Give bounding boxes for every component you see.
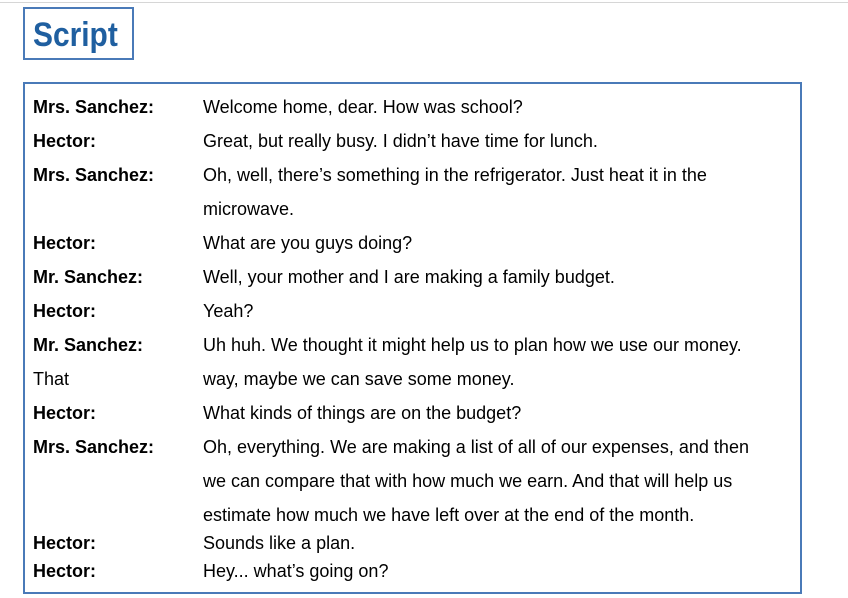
speaker-label: Hector:: [33, 533, 97, 553]
dialogue-text: Hey... what’s going on?: [203, 561, 389, 581]
script-line: [25, 265, 800, 289]
page-title: Script: [33, 16, 118, 54]
speaker-label: Mrs. Sanchez:: [33, 437, 155, 457]
speaker-label: Hector:: [33, 561, 97, 581]
script-line: [25, 435, 800, 459]
dialogue-text: Well, your mother and I are making a family budget.: [203, 267, 615, 287]
dialogue-text: Sounds like a plan.: [203, 533, 356, 553]
speaker-label: Mr. Sanchez:: [33, 335, 144, 355]
script-line: [25, 231, 800, 255]
speaker-label: Hector:: [33, 301, 97, 321]
continuation-label: That: [33, 369, 70, 389]
script-line: [25, 367, 800, 391]
dialogue-text: What are you guys doing?: [203, 233, 413, 253]
script-line: [25, 401, 800, 425]
speaker-label: Mr. Sanchez:: [33, 267, 144, 287]
script-line: [25, 333, 800, 357]
speaker-label: Hector:: [33, 403, 97, 423]
dialogue-text: way, maybe we can save some money.: [203, 369, 515, 389]
speaker-label: Hector:: [33, 233, 97, 253]
script-line: [25, 163, 800, 187]
script-line: [25, 197, 800, 221]
script-line: [25, 531, 800, 555]
script-line: [25, 95, 800, 119]
dialogue-text: Oh, well, there’s something in the refrigerator. Just heat it in the: [203, 165, 707, 185]
dialogue-text: Oh, everything. We are making a list of all of our expenses, and then: [203, 437, 749, 457]
speaker-label: Hector:: [33, 131, 97, 151]
script-box: [23, 82, 802, 594]
dialogue-text: Yeah?: [203, 301, 254, 321]
dialogue-text: we can compare that with how much we earn. And that will help us: [203, 471, 733, 491]
dialogue-text: What kinds of things are on the budget?: [203, 403, 522, 423]
script-line: [25, 469, 800, 493]
script-line: [25, 129, 800, 153]
dialogue-text: estimate how much we have left over at the end of the month.: [203, 505, 695, 525]
dialogue-text: Great, but really busy. I didn’t have time for lunch.: [203, 131, 598, 151]
title-box: [23, 7, 134, 60]
dialogue-text: Uh huh. We thought it might help us to plan how we use our money.: [203, 335, 742, 355]
speaker-label: Mrs. Sanchez:: [33, 97, 155, 117]
script-line: [25, 503, 800, 527]
dialogue-text: microwave.: [203, 199, 295, 219]
script-line: [25, 299, 800, 323]
speaker-label: Mrs. Sanchez:: [33, 165, 155, 185]
script-line: [25, 559, 800, 583]
dialogue-text: Welcome home, dear. How was school?: [203, 97, 523, 117]
top-divider: [0, 2, 848, 3]
